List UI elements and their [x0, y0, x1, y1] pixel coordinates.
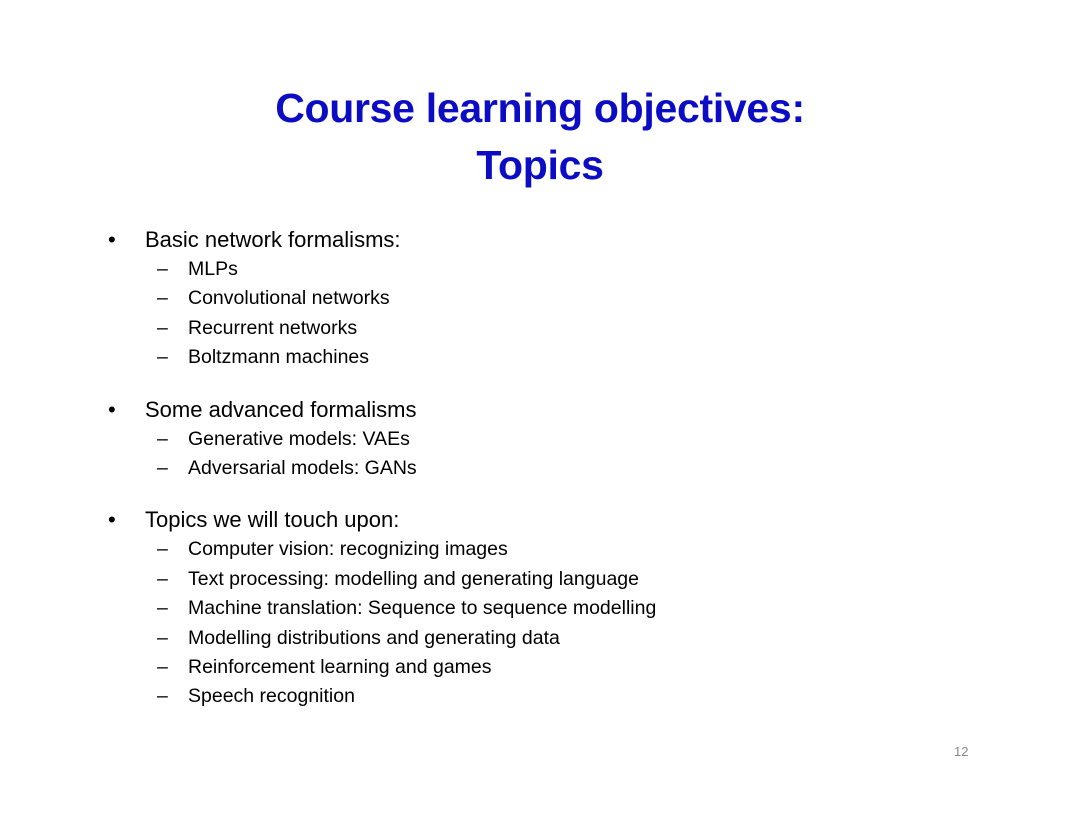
dash-icon: –: [157, 346, 168, 369]
dash-icon: –: [157, 287, 168, 310]
sub-list-item: [104, 454, 1004, 483]
bullet-heading: Basic network formalisms:: [145, 227, 401, 252]
page-number: 12: [954, 744, 969, 759]
dash-icon: –: [157, 538, 168, 561]
sub-item-text: Adversarial models: GANs: [188, 456, 417, 479]
bullet-item: [104, 504, 1004, 535]
sub-item-text: Generative models: VAEs: [188, 427, 410, 450]
bullet-icon: •: [108, 507, 116, 533]
sub-item-text: Convolutional networks: [188, 287, 390, 310]
sub-item-text: Speech recognition: [188, 685, 355, 708]
sub-item-text: Modelling distributions and generating data: [188, 626, 560, 649]
dash-icon: –: [157, 597, 168, 620]
dash-icon: –: [157, 626, 168, 649]
title-line-2: Topics: [476, 142, 604, 188]
sub-list-item: [104, 682, 1004, 711]
bullet-icon: •: [108, 396, 116, 422]
sub-list-item: [104, 565, 1004, 594]
dash-icon: –: [157, 685, 168, 708]
dash-icon: –: [157, 427, 168, 450]
sub-item-text: MLPs: [188, 258, 238, 280]
section-basic-formalisms: [104, 224, 1004, 373]
bullet-icon: •: [108, 227, 116, 252]
slide-title: [0, 80, 1080, 194]
sub-item-text: Boltzmann machines: [188, 346, 370, 369]
dash-icon: –: [157, 316, 168, 339]
sub-list-item: [104, 594, 1004, 623]
sub-list-item: [104, 624, 1004, 653]
dash-icon: –: [157, 655, 168, 678]
sub-list-item: [104, 255, 1004, 284]
bullet-heading: Some advanced formalisms: [145, 396, 417, 422]
sub-list-item: [104, 425, 1004, 454]
sub-list-item: [104, 314, 1004, 343]
sub-item-text: Computer vision: recognizing images: [188, 538, 508, 561]
dash-icon: –: [157, 258, 168, 280]
bullet-item: [104, 224, 1004, 255]
sub-list-item: [104, 343, 1004, 372]
sub-list-item: [104, 653, 1004, 682]
title-line-1: Course learning objectives:: [275, 85, 805, 131]
bullet-item: [104, 394, 1004, 425]
section-topics: [104, 504, 1004, 711]
dash-icon: –: [157, 456, 168, 479]
slide-body: [104, 224, 1004, 733]
bullet-heading: Topics we will touch upon:: [145, 507, 400, 533]
section-advanced-formalisms: [104, 394, 1004, 484]
sub-item-text: Text processing: modelling and generating language: [188, 567, 639, 590]
sub-item-text: Reinforcement learning and games: [188, 655, 492, 678]
sub-item-text: Machine translation: Sequence to sequence modelling: [188, 597, 657, 620]
dash-icon: –: [157, 567, 168, 590]
sub-item-text: Recurrent networks: [188, 316, 358, 339]
sub-list-item: [104, 284, 1004, 313]
sub-list-item: [104, 535, 1004, 564]
